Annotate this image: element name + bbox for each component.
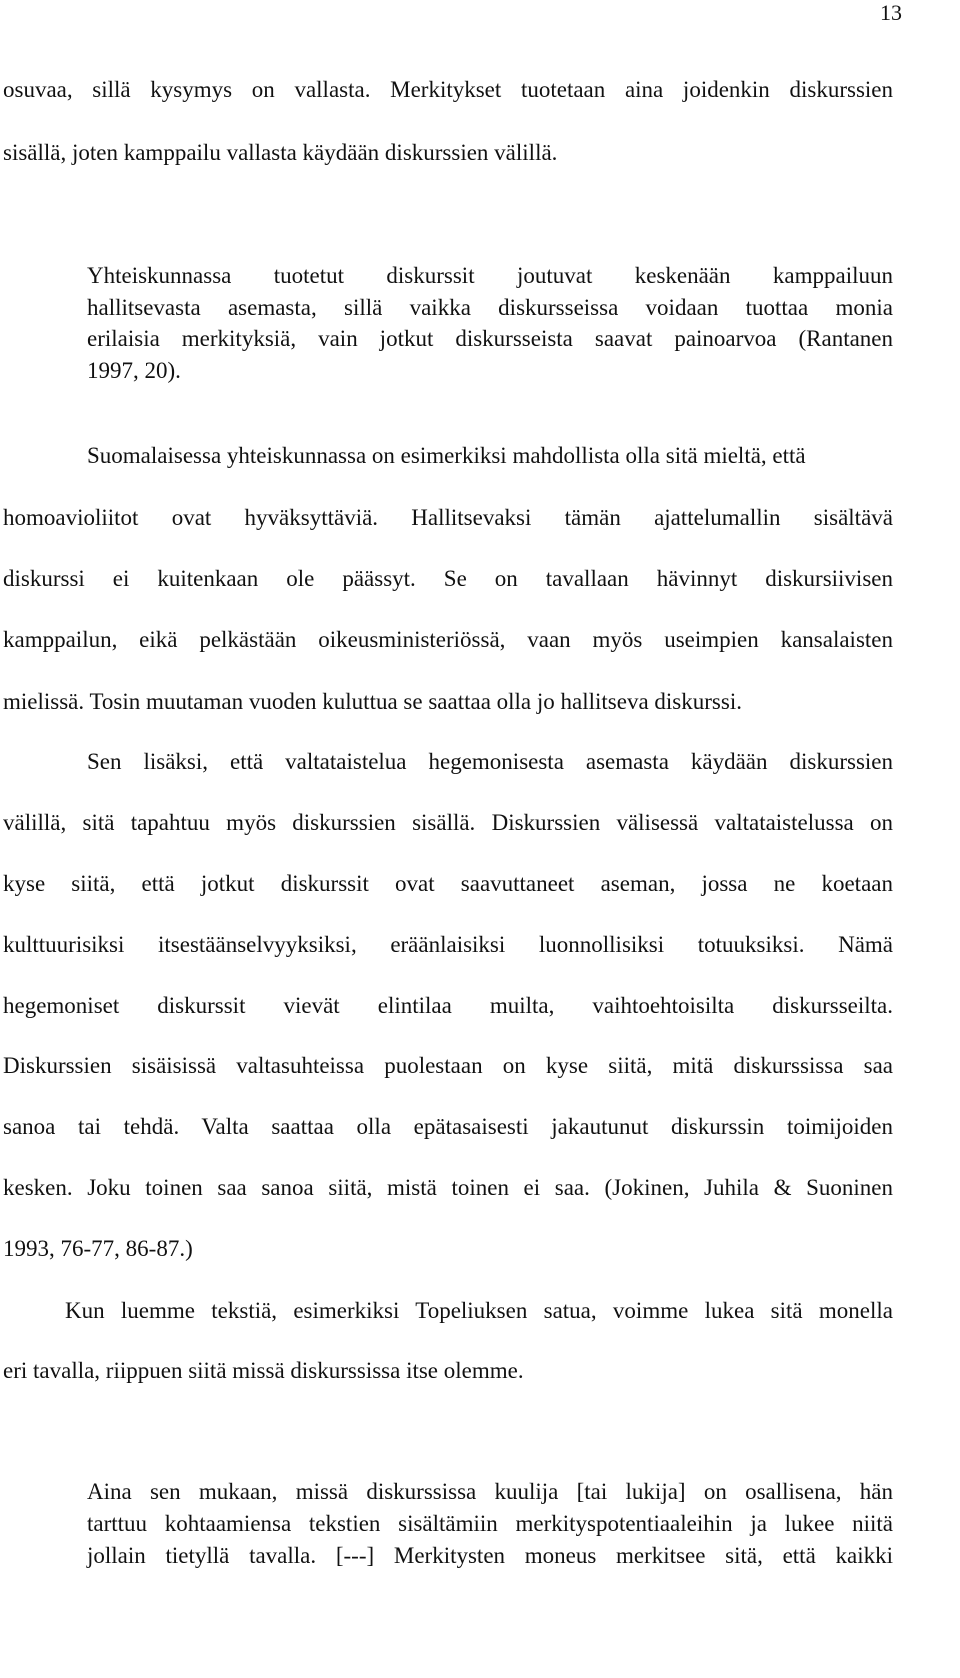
quote-line: Aina sen mukaan, missä diskurssissa kuulija [tai lukija] on osallisena, hän [87,1479,893,1504]
text-line: eri tavalla, riippuen siitä missä diskurssissa itse olemme. [3,1358,524,1383]
text-line: kamppailun, eikä pelkästään oikeusministeriössä, vaan myös useimpien kansalaisten [3,627,893,652]
text-line: kesken. Joku toinen saa sanoa siitä, mistä toinen ei saa. (Jokinen, Juhila & Suoninen [3,1175,893,1200]
quote-line: jollain tietyllä tavalla. [---] Merkitysten moneus merkitsee sitä, että kaikki [87,1543,893,1568]
text-line: homoavioliitot ovat hyväksyttäviä. Hallitsevaksi tämän ajattelumallin sisältävä [3,505,893,530]
quote-line: hallitsevasta asemasta, sillä vaikka diskursseissa voidaan tuottaa monia [87,295,893,320]
text-line: välillä, sitä tapahtuu myös diskurssien sisällä. Diskurssien välisessä valtataistelussa on [3,810,893,835]
text-line: Sen lisäksi, että valtataistelua hegemonisesta asemasta käydään diskurssien [87,749,893,774]
quote-line: Yhteiskunnassa tuotetut diskurssit joutuvat keskenään kamppailuun [87,263,893,288]
text-line: kulttuurisiksi itsestäänselvyyksiksi, eräänlaisiksi luonnollisiksi totuuksiksi. Nämä [3,932,893,957]
text-line: 1993, 76-77, 86-87.) [3,1236,193,1261]
text-line: mielissä. Tosin muutaman vuoden kuluttua se saattaa olla jo hallitseva diskurssi. [3,689,742,714]
text-line: diskurssi ei kuitenkaan ole päässyt. Se on tavallaan hävinnyt diskursiivisen [3,566,893,591]
text-line: kyse siitä, että jotkut diskurssit ovat saavuttaneet aseman, jossa ne koetaan [3,871,893,896]
page-number: 13 [880,0,902,25]
quote-line: tarttuu kohtaamiensa tekstien sisältämiin merkityspotentiaaleihin ja lukee niitä [87,1511,893,1536]
text-line: Kun luemme tekstiä, esimerkiksi Topeliuksen satua, voimme lukea sitä monella [65,1298,893,1323]
text-line: osuvaa, sillä kysymys on vallasta. Merkitykset tuotetaan aina joidenkin diskurssien [3,77,893,102]
quote-line: 1997, 20). [87,358,181,383]
text-line: Diskurssien sisäisissä valtasuhteissa puolestaan on kyse siitä, mitä diskurssissa saa [3,1053,893,1078]
text-line: sanoa tai tehdä. Valta saattaa olla epätasaisesti jakautunut diskurssin toimijoiden [3,1114,893,1139]
quote-line: erilaisia merkityksiä, vain jotkut diskursseista saavat painoarvoa (Rantanen [87,326,893,351]
text-line: Suomalaisessa yhteiskunnassa on esimerkiksi mahdollista olla sitä mieltä, että [87,443,806,468]
text-line: hegemoniset diskurssit vievät elintilaa muilta, vaihtoehtoisilta diskursseilta. [3,993,893,1018]
text-line: sisällä, joten kamppailu vallasta käydään diskurssien välillä. [3,140,558,165]
